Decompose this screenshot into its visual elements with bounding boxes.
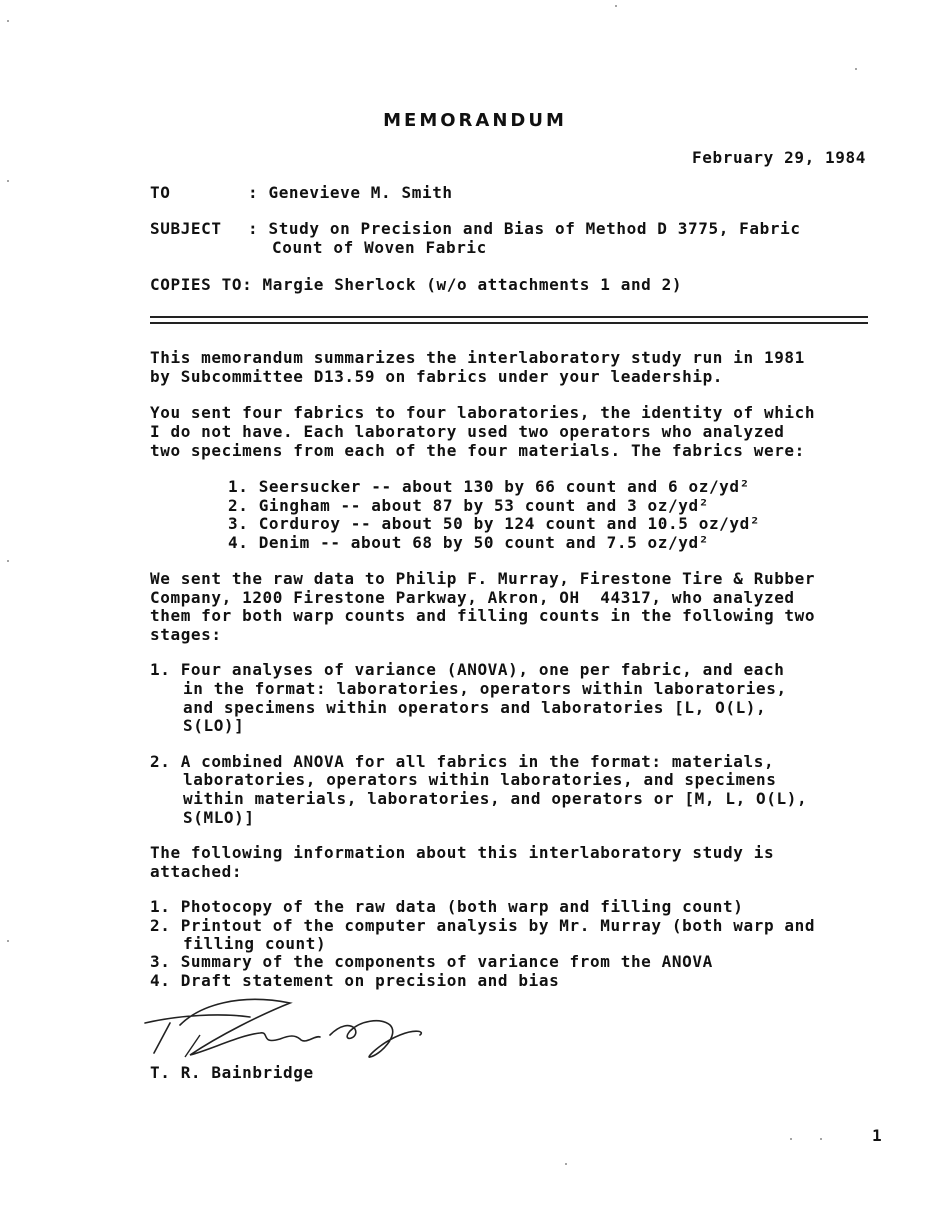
para4-line1: The following information about this interlaboratory study is bbox=[150, 843, 775, 862]
fabric-item: 4. Denim -- about 68 by 50 count and 7.5 oz/yd² bbox=[228, 533, 709, 552]
fabric-item: 3. Corduroy -- about 50 by 124 count and 10.5 oz/yd² bbox=[228, 514, 761, 533]
subject-label: SUBJECT bbox=[150, 219, 222, 238]
attachment-item: 4. Draft statement on precision and bias bbox=[150, 971, 560, 990]
stage1-line3: and specimens within operators and laboratories [L, O(L), bbox=[183, 698, 767, 717]
para2-line1: You sent four fabrics to four laboratories, the identity of which bbox=[150, 403, 816, 422]
scan-speck bbox=[855, 68, 857, 70]
scan-speck bbox=[790, 1138, 792, 1140]
stage2-line2: laboratories, operators within laboratories, and specimens bbox=[183, 770, 777, 789]
para1-line1: This memorandum summarizes the interlaboratory study run in 1981 bbox=[150, 348, 805, 367]
para4-line2: attached: bbox=[150, 862, 243, 881]
stage1-line4: S(LO)] bbox=[183, 716, 245, 735]
stage1-line2: in the format: laboratories, operators within laboratories, bbox=[183, 679, 787, 698]
para1-line2: by Subcommittee D13.59 on fabrics under your leadership. bbox=[150, 367, 724, 386]
scan-speck bbox=[820, 1138, 822, 1140]
page-number: 1 bbox=[872, 1126, 882, 1145]
fabric-item: 2. Gingham -- about 87 by 53 count and 3 oz/yd² bbox=[228, 496, 709, 515]
stage1-line1: 1. Four analyses of variance (ANOVA), one per fabric, and each bbox=[150, 660, 785, 679]
memo-title: MEMORANDUM bbox=[383, 110, 567, 131]
scan-speck bbox=[565, 1163, 567, 1165]
para3-line1: We sent the raw data to Philip F. Murray, Firestone Tire & Rubber bbox=[150, 569, 816, 588]
attachment-item-cont: filling count) bbox=[183, 934, 327, 953]
subject-line-2: Count of Woven Fabric bbox=[272, 238, 487, 257]
scan-speck bbox=[7, 20, 9, 22]
stage2-line4: S(MLO)] bbox=[183, 808, 255, 827]
stage2-line1: 2. A combined ANOVA for all fabrics in the format: materials, bbox=[150, 752, 775, 771]
copies-to: COPIES TO: Margie Sherlock (w/o attachments 1 and 2) bbox=[150, 275, 683, 294]
to-label: TO bbox=[150, 183, 171, 202]
stage2-line3: within materials, laboratories, and operators or [M, L, O(L), bbox=[183, 789, 808, 808]
signer-name: T. R. Bainbridge bbox=[150, 1063, 314, 1082]
header-divider bbox=[150, 316, 868, 324]
scan-speck bbox=[7, 560, 9, 562]
memo-date: February 29, 1984 bbox=[692, 148, 866, 167]
attachment-item: 3. Summary of the components of variance from the ANOVA bbox=[150, 952, 713, 971]
handwritten-signature bbox=[140, 995, 440, 1065]
para3-line3: them for both warp counts and filling counts in the following two bbox=[150, 606, 816, 625]
attachment-item: 1. Photocopy of the raw data (both warp and filling count) bbox=[150, 897, 744, 916]
scan-speck bbox=[7, 940, 9, 942]
attachment-item: 2. Printout of the computer analysis by Mr. Murray (both warp and bbox=[150, 916, 816, 935]
scan-speck bbox=[7, 180, 9, 182]
scan-speck bbox=[615, 5, 617, 7]
para2-line2: I do not have. Each laboratory used two operators who analyzed bbox=[150, 422, 785, 441]
para3-line2: Company, 1200 Firestone Parkway, Akron, OH 44317, who analyzed bbox=[150, 588, 795, 607]
fabric-item: 1. Seersucker -- about 130 by 66 count and 6 oz/yd² bbox=[228, 477, 750, 496]
para3-line4: stages: bbox=[150, 625, 222, 644]
to-value: : Genevieve M. Smith bbox=[248, 183, 453, 202]
para2-line3: two specimens from each of the four materials. The fabrics were: bbox=[150, 441, 805, 460]
subject-line-1: : Study on Precision and Bias of Method D 3775, Fabric bbox=[248, 219, 801, 238]
